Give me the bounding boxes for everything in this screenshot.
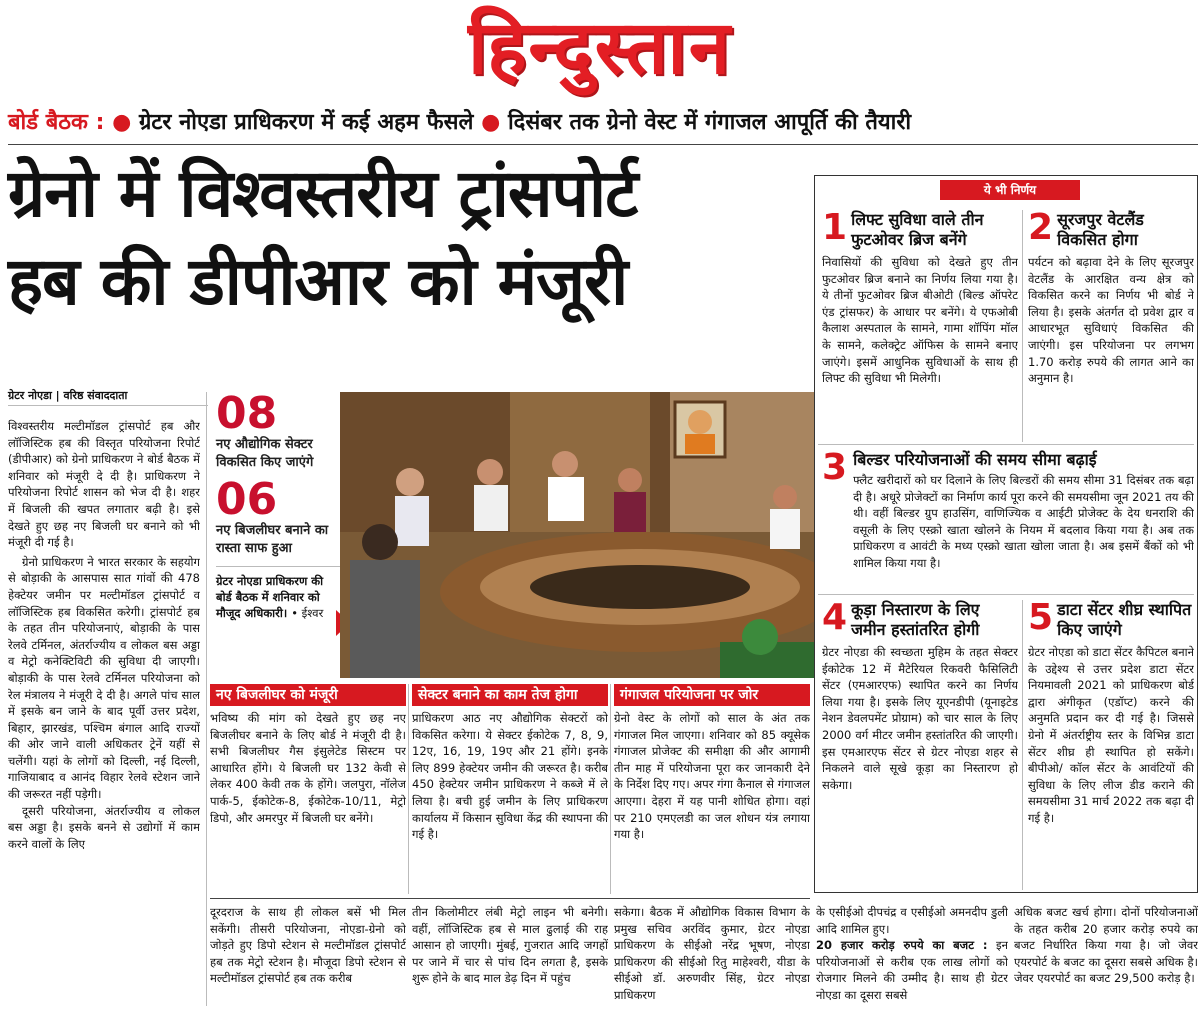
decision-title: कूड़ा निस्तारण के लिए जमीन हस्तांतरित होगी	[851, 600, 980, 639]
decision-body: निवासियों की सुविधा को देखते हुए तीन फुटओवर ब्रिज बनाने का निर्णय लिया गया है। ये तीनों फुटओवर ब्रिज बीओटी (बिल्ड ऑपरेट एंड ट्रांसफर) के आधार पर बनेंगे। ये एफओबी कैलाश अस्पताल के सामने, गामा शॉपिंग मॉल के सामने, कलेक्ट्रेट ऑफिस के सामने बनाए जाएंगे। इसमें आधुनिक सुविधाओं के साथ ही लिफ्ट की सुविधा भी मिलेगी।	[822, 255, 1018, 386]
continuation-text: दूरदराज के साथ ही लोकल बसें भी मिल सकेंगी। तीसरी परियोजना, नोएडा-ग्रेनो को जोड़ते हुए डिपो स्टेशन से मल्टीमॉडल ट्रांसपोर्ट हब तक मेट्रो स्टेशन है। मौजूदा डिपो स्टेशन से मल्टीमॉडल ट्रांसपोर्ट हब तक करीब	[210, 905, 406, 986]
decision-item-2	[1028, 207, 1194, 442]
stat-number-powerhouses: 06	[216, 474, 278, 525]
decision-number: 3	[822, 447, 848, 488]
continuation-column-5	[1014, 904, 1198, 1008]
decision-number: 1	[822, 207, 848, 248]
meeting-photo	[340, 392, 814, 678]
decision-body: फ्लैट खरीदारों को घर दिलाने के लिए बिल्डरों की समय सीमा 31 दिसंबर तक बढ़ा दी है। अधूरे प्रोजेक्टों का निर्माण कार्य पूरा करने की समयसीमा जून 2021 तय की थी। वहीं बिल्डर ग्रुप हाउसिंग, वाणिज्यिक व आईटी प्रोजेक्ट के देय धनराशि की वसूली के लिए एस्क्रो खाता खोलने के नियम में बदलाव किया गया है। अब तक प्राधिकरण व आवंटी के मध्य एस्क्रो खाता खोला जाता है। अब इसमें बैंकों को भी शामिल किया गया है।	[853, 473, 1194, 570]
stat-label-sectors: नए औद्योगिक सेक्टर विकसित किए जाएंगे	[216, 437, 314, 470]
divider	[408, 684, 409, 894]
meeting-photo-illustration	[340, 392, 814, 678]
main-headline	[8, 150, 808, 326]
decision-item-4	[822, 597, 1018, 890]
decision-body: पर्यटन को बढ़ावा देने के लिए सूरजपुर वेटलैंड के आरक्षित वन्य क्षेत्र को विकसित करने का निर्णय भी बोर्ड ने लिया है। इसके अंतर्गत दो प्रवेश द्वार व आधारभूत सुविधाएं विकसित की जाएंगी। इस परियोजना पर लगभग 1.70 करोड़ रुपये की लागत आने का अनुमान है।	[1028, 255, 1194, 386]
decision-item-5	[1028, 597, 1194, 890]
info-box-body: भविष्य की मांग को देखते हुए छह नए बिजलीघर बनाने के लिए बोर्ड ने मंजूरी दी है। सभी बिजलीघर गैस इंसुलेटेड सिस्टम पर आधारित होंगे। ये बिजली घर 132 केवी से लेकर 400 केवी तक के होंगे। जलपुरा, नॉलेज पार्क-5, ईकोटेक-8, ईकोटेक-10/11, मेट्रो डिपो, और अमरपुर में बिजली घर बनेंगे।	[210, 711, 406, 825]
info-box-title: सेक्टर बनाने का काम तेज होगा	[412, 684, 608, 706]
headline-line-1: ग्रेनो में विश्वस्तरीय ट्रांसपोर्ट	[8, 155, 638, 232]
stat-label-powerhouses: नए बिजलीघर बनाने का रास्ता साफ हुआ	[216, 523, 329, 556]
continuation-text: अधिक बजट खर्च होगा। दोनों परियोजनाओं के तहत करीब 20 हजार करोड़ रुपये का बजट निर्धारित किया गया है। जो जेवर एयरपोर्ट के बजट का दूसरा सबसे अधिक है। जेवर एयरपोर्ट का बजट 29,500 करोड़ है।	[1014, 905, 1198, 986]
continuation-text: सकेगा। बैठक में औद्योगिक विकास विभाग के प्रमुख सचिव अरविंद कुमार, ग्रेटर नोएडा प्राधिकरण के सीईओ नरेंद्र भूषण, नोएडा प्राधिकरण की सीईओ रितु माहेश्वरी, यीडा के सीईओ डॉ. अरुणवीर सिंह, ग्रेटर नोएडा प्राधिकरण	[614, 905, 810, 1002]
stat-number-sectors: 08	[216, 388, 278, 439]
divider	[206, 392, 207, 1006]
decision-body: ग्रेटर नोएडा को डाटा सेंटर कैपिटल बनाने के उद्देश्य से उत्तर प्रदेश डाटा सेंटर नियमावली 2021 को प्राधिकरण बोर्ड द्वारा अंगीकृत (एडॉप्ट) करने की अनुमति प्रदान कर दी गई है। जिससे ग्रेनो में अंतर्राष्ट्रीय स्तर के विभिन्न डाटा सेंटर शीघ्र ही स्थापित हो सकेंगे। बीपीओ/ कॉल सेंटर के आवंटियों की सुविधा के लिए लीज डीड कराने की समयसीमा 31 मार्च 2022 तक बढ़ा दी गई है।	[1028, 645, 1194, 825]
continuation-text: तीन किलोमीटर लंबी मेट्रो लाइन भी बनेगी। वहीं, लॉजिस्टिक हब से माल ढुलाई की राह आसान हो जाएगी। मुंबई, गुजरात आदि जगहों पर जाने में चार से पांच दिन लगता है, इसके शुरू होने के बाद माल डेढ़ दिन में पहुंच	[412, 905, 608, 986]
decision-number: 5	[1028, 597, 1054, 638]
lead-article-column	[8, 418, 200, 1008]
lead-paragraph-2: ग्रेनो प्राधिकरण ने भारत सरकार के सहयोग से बोड़ाकी के आसपास सात गांवों की 478 हेक्टेयर जमीन पर मल्टीमॉडल ट्रांसपोर्ट व लॉजिस्टिक हब विकसित करेगी। ट्रांसपोर्ट हब के तहत तीन परियोजनाएं, बोड़ाकी के पास रेलवे टर्मिनल, अंतर्राज्यीय व लोकल बस अड्डा व मेट्रो कनेक्टिविटी की सुविधा दी जाएगी। बोड़ाकी के पास रेलवे टर्मिनल परियोजना को रेल मंत्रालय ने मंजूरी दे दी है। अगले पांच साल में इसके बन जाने के बाद पूर्वी उत्तर प्रदेश, बिहार, झारखंड, पश्चिम बंगाल आदि राज्यों की ओर जाने वाली अधिकतर ट्रेनें यहीं से चलेंगी। यहां के लोगों को दिल्ली, नई दिल्ली, गाजियाबाद व आनंद विहार रेलवे स्टेशन जाने की जरूरत नहीं पड़ेगी।	[8, 554, 200, 802]
caption-text: ग्रेटर नोएडा प्राधिकरण की बोर्ड बैठक में शनिवार को मौजूद अधिकारी।	[216, 574, 324, 620]
decision-title: डाटा सेंटर शीघ्र स्थापित किए जाएंगे	[1057, 600, 1192, 639]
continuation-column-2	[412, 904, 608, 1008]
info-box-gangajal	[614, 684, 810, 894]
masthead-logo: हिन्दुस्तान	[468, 5, 732, 91]
decision-item-3	[822, 447, 1194, 590]
divider	[216, 566, 340, 567]
photo-caption	[216, 573, 340, 621]
info-box-sectors	[412, 684, 608, 894]
budget-subhead: 20 हजार करोड़ रुपये का बजट :	[816, 938, 988, 953]
bullet-icon: ●	[481, 110, 501, 135]
divider	[610, 684, 611, 894]
budget-text: इन परियोजनाओं से करीब एक लाख लोगों को रोजगार मिलने की उम्मीद है। साथ ही ग्रेटर नोएडा का दूसरा सबसे	[816, 938, 1008, 1002]
decision-number: 4	[822, 597, 848, 638]
divider	[1022, 210, 1023, 442]
decision-title: बिल्डर परियोजनाओं की समय सीमा बढ़ाई	[853, 450, 1097, 469]
continuation-column-1	[210, 904, 406, 1008]
divider	[818, 594, 1194, 595]
kicker-item-1: ग्रेटर नोएडा प्राधिकरण में कई अहम फैसले	[138, 110, 474, 135]
decision-title: लिफ्ट सुविधा वाले तीन फुटओवर ब्रिज बनेंगे	[851, 210, 984, 249]
continuation-column-4	[816, 904, 1008, 1008]
decision-title: सूरजपुर वेटलैंड विकसित होगा	[1057, 210, 1144, 249]
budget-paragraph	[816, 937, 1008, 1003]
headline-line-2: हब की डीपीआर को मंजूरी	[8, 243, 628, 320]
bullet-icon: ●	[112, 110, 132, 135]
continuation-column-3	[614, 904, 810, 1008]
sidebar-tag: ये भी निर्णय	[940, 180, 1080, 200]
info-box-title: नए बिजलीघर को मंजूरी	[210, 684, 406, 706]
divider	[8, 144, 1198, 145]
divider	[210, 898, 810, 899]
info-box-title: गंगाजल परियोजना पर जोर	[614, 684, 810, 706]
info-box-body: प्राधिकरण आठ नए औद्योगिक सेक्टरों को विकसित करेगा। ये सेक्टर ईकोटेक 7, 8, 9, 12ए, 16, 19, 19ए और 21 होंगे। इनके लिए 899 हेक्टेयर जमीन की जरूरत है। करीब 450 हेक्टेयर जमीन प्राधिकरण ने कब्जे में ले लिया है। बची हुई जमीन के लिए प्राधिकरण कार्यालय में किसान सुविधा केंद्र की स्थापना की गई है।	[412, 711, 608, 842]
lead-paragraph-1: विश्वस्तरीय मल्टीमॉडल ट्रांसपोर्ट हब और लॉजिस्टिक हब की विस्तृत परियोजना रिपोर्ट (डीपीआर) को ग्रेनो प्राधिकरण ने बोर्ड बैठक में शनिवार को मंजूरी दे दी है। प्राधिकरण ने परियोजना रिपोर्ट शासन को भेज दी है। शहर में बिजली की खपत लगातार बढ़ी है। इसे देखते हुए छह नए बिजली घर बनाने को भी मंजूरी दी गई है।	[8, 419, 200, 550]
stats-panel	[216, 388, 340, 678]
decision-item-1	[822, 207, 1018, 442]
decision-body: ग्रेटर नोएडा की स्वच्छता मुहिम के तहत सेक्टर ईकोटेक 12 में मैटेरियल रिकवरी फैसिलिटी सेंटर (एमआरएफ) स्थापित करने का निर्णय लिया गया है। इसके लिए यूएनडीपी (यूनाइटेड नेशन डेवलपमेंट प्रोग्राम) को चार साल के लिए 2000 वर्ग मीटर जमीन हस्तांतरित की जाएगी। इस एमआरएफ सेंटर से ग्रेटर नोएडा शहर से निकलने वाले सूखे कूड़ा का निस्तारण हो सकेगा।	[822, 645, 1018, 792]
caption-credit: • ईश्वर	[291, 606, 324, 620]
continuation-text: के एसीईओ दीपचंद्र व एसीईओ अमनदीप डुली आदि शामिल हुए।	[816, 905, 1008, 936]
decision-number: 2	[1028, 207, 1054, 248]
kicker-item-2: दिसंबर तक ग्रेनो वेस्ट में गंगाजल आपूर्ति की तैयारी	[507, 110, 912, 135]
info-box-body: ग्रेनो वेस्ट के लोगों को साल के अंत तक गंगाजल मिल जाएगा। शनिवार को 85 क्यूसेक गंगाजल प्रोजेक्ट की समीक्षा की और आगामी तीन माह में परियोजना पूरा कर जानकारी देने के निर्देश दिए गए। अपर गंगा कैनाल से गंगाजल आएगा। देहरा में यह पानी शोधित होगा। वहां पर 210 एमएलडी का जल शोधन यंत्र लगाया गया है।	[614, 711, 810, 842]
info-box-powerhouse	[210, 684, 406, 894]
divider	[1022, 600, 1023, 890]
byline: ग्रेटर नोएडा | वरिष्ठ संवाददाता	[8, 388, 208, 406]
lead-paragraph-3: दूसरी परियोजना, अंतर्राज्यीय व लोकल बस अड्डा है। इसके बनने से उद्योगों में काम करने वालों के लिए	[8, 803, 200, 851]
kicker-label: बोर्ड बैठक :	[8, 110, 105, 135]
divider	[818, 444, 1194, 445]
kicker-line	[8, 104, 1198, 142]
